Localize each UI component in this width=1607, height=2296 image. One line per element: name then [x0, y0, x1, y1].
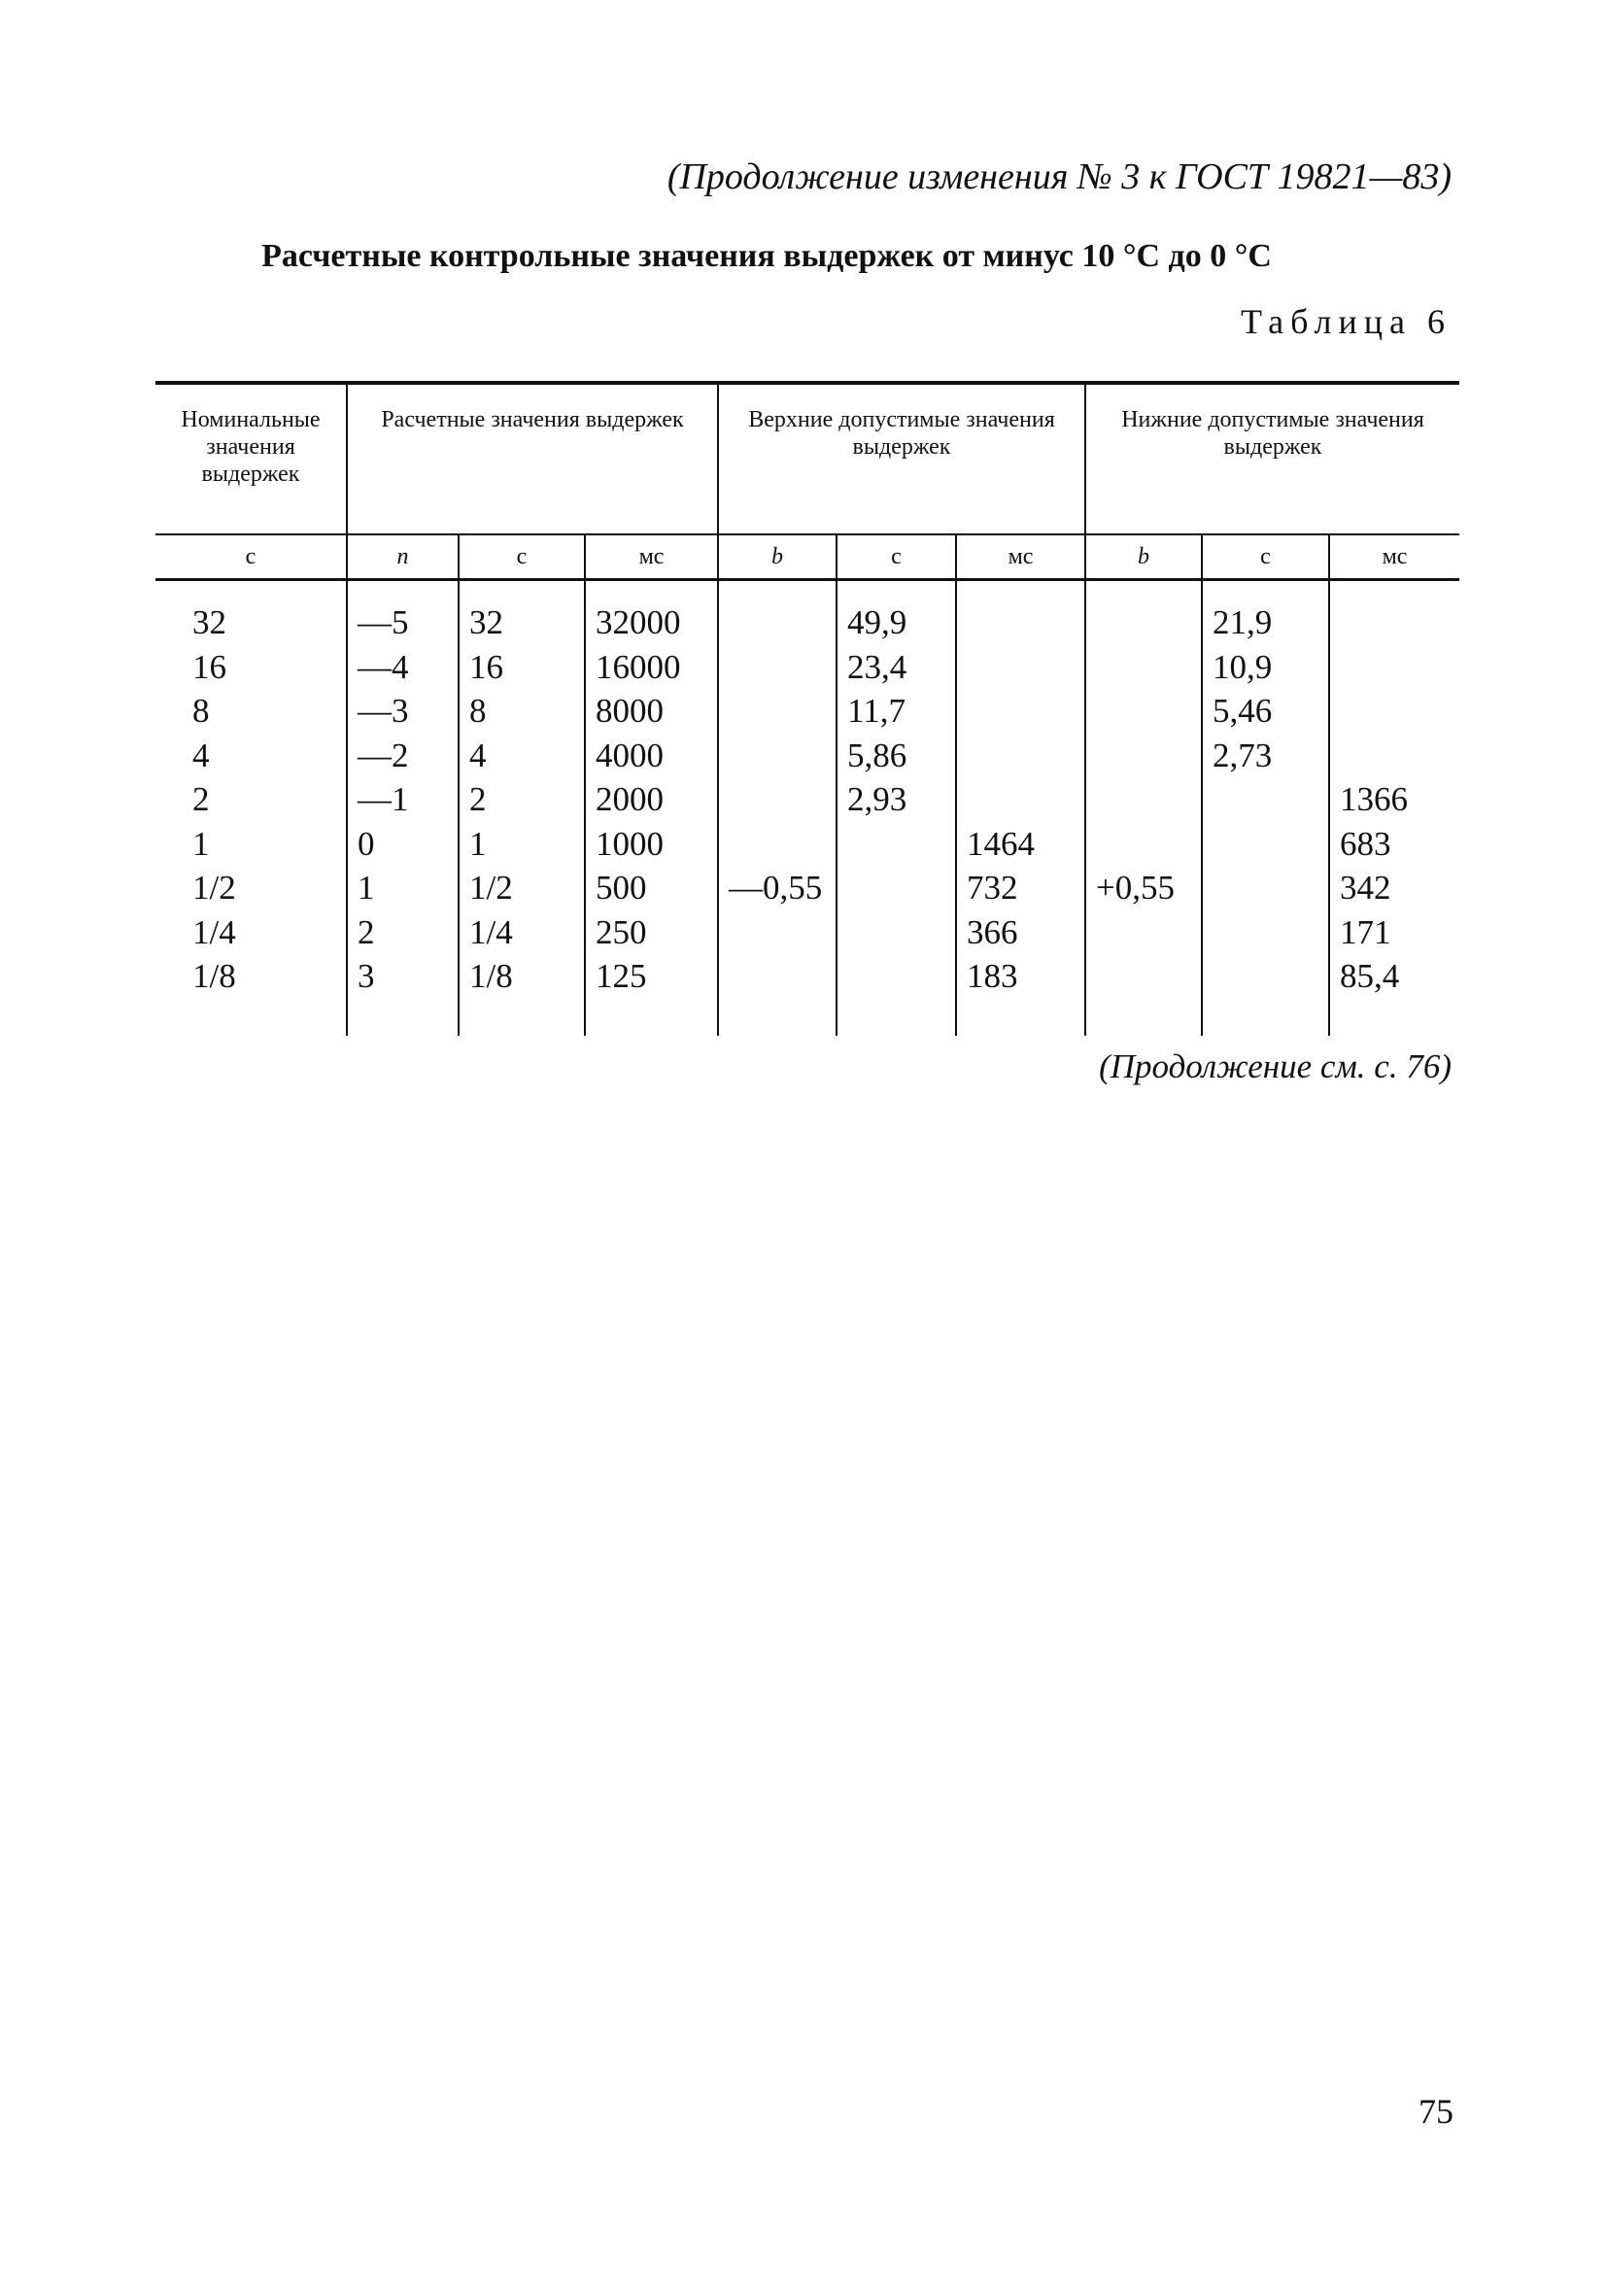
table-row — [155, 645, 1459, 690]
unit-header: с — [1202, 534, 1329, 580]
table-cell: 32000 — [585, 600, 718, 645]
table-cell — [956, 689, 1085, 734]
unit-header: с — [155, 534, 347, 580]
table-cell — [1085, 777, 1202, 822]
table-cell: 125 — [585, 954, 718, 999]
table-row — [155, 777, 1459, 822]
table-cell — [1329, 734, 1459, 778]
table-body — [155, 580, 1459, 1036]
table-cell — [718, 999, 837, 1036]
unit-header: мс — [1329, 534, 1459, 580]
table-cell: —4 — [347, 645, 459, 690]
table-cell: 10,9 — [1202, 645, 1329, 690]
table-cell — [1202, 777, 1329, 822]
table-cell — [1085, 910, 1202, 955]
table-cell: 4 — [459, 734, 585, 778]
table-cell: 4 — [192, 736, 210, 774]
table-cell: 732 — [956, 866, 1085, 910]
continuation-header: (Продолжение изменения № 3 к ГОСТ 19821—83) — [667, 156, 1452, 197]
table-cell — [1085, 600, 1202, 645]
table-cell: —0,55 — [718, 866, 837, 910]
table-cell — [956, 777, 1085, 822]
table-cell — [718, 580, 837, 601]
table-cell: 5,46 — [1202, 689, 1329, 734]
table-cell: 1464 — [956, 822, 1085, 867]
table-cell — [1202, 822, 1329, 867]
table-cell — [956, 600, 1085, 645]
table-cell: 500 — [585, 866, 718, 910]
table-cell: —3 — [347, 689, 459, 734]
table-cell — [837, 822, 956, 867]
table-cell — [1085, 999, 1202, 1036]
table-cell: 8 — [192, 692, 210, 730]
table-cell — [347, 580, 459, 601]
table-cell — [1202, 866, 1329, 910]
table-cell — [718, 777, 837, 822]
table-title-block — [0, 238, 1607, 275]
table-cell: 342 — [1329, 866, 1459, 910]
unit-header: n — [347, 534, 459, 580]
table-cell — [718, 954, 837, 999]
table-cell: 1/8 — [192, 957, 236, 995]
table-cell: 1/2 — [192, 869, 236, 907]
table-cell: 23,4 — [837, 645, 956, 690]
header-upper-limits: Верхние допустимые значения выдержек — [718, 383, 1085, 534]
table-cell — [1085, 734, 1202, 778]
table-cell: 16000 — [585, 645, 718, 690]
table-cell: 21,9 — [1202, 600, 1329, 645]
table-cell — [956, 645, 1085, 690]
table-cell — [155, 580, 347, 601]
table-cell — [1329, 645, 1459, 690]
table-cell — [837, 954, 956, 999]
table-cell — [1329, 689, 1459, 734]
table-cell — [837, 866, 956, 910]
table-cell: 85,4 — [1329, 954, 1459, 999]
table-cell — [1085, 822, 1202, 867]
table-cell — [459, 999, 585, 1036]
table-cell — [1202, 954, 1329, 999]
table-cell: 1/4 — [192, 912, 236, 951]
table-cell: 183 — [956, 954, 1085, 999]
table-cell — [718, 689, 837, 734]
table-cell: 49,9 — [837, 600, 956, 645]
table-cell — [956, 999, 1085, 1036]
table-cell: 2 — [459, 777, 585, 822]
table-cell — [1085, 580, 1202, 601]
table-row — [155, 954, 1459, 999]
table-cell: 0 — [347, 822, 459, 867]
table-cell — [1329, 600, 1459, 645]
table-cell: 250 — [585, 910, 718, 955]
table-cell: 1/2 — [459, 866, 585, 910]
table-cell: 3 — [347, 954, 459, 999]
table-cell: 5,86 — [837, 734, 956, 778]
table-cell — [1202, 910, 1329, 955]
table-cell: +0,55 — [1085, 866, 1202, 910]
table-cell: —1 — [347, 777, 459, 822]
table-cell — [1085, 645, 1202, 690]
unit-header: b — [1085, 534, 1202, 580]
table-row — [155, 689, 1459, 734]
table-cell: 366 — [956, 910, 1085, 955]
table-number-label: Таблица 6 — [1241, 302, 1452, 341]
table-spacer-row — [155, 999, 1459, 1036]
table-cell: 4000 — [585, 734, 718, 778]
table-cell — [837, 580, 956, 601]
table-cell: 2000 — [585, 777, 718, 822]
table-cell — [956, 734, 1085, 778]
table-cell: 683 — [1329, 822, 1459, 867]
table-cell — [1085, 689, 1202, 734]
unit-header: с — [459, 534, 585, 580]
table-cell: 32 — [192, 603, 226, 641]
table-cell — [1202, 580, 1329, 601]
table-row — [155, 822, 1459, 867]
table-cell: —2 — [347, 734, 459, 778]
table-cell: 2 — [347, 910, 459, 955]
unit-header: b — [718, 534, 837, 580]
exposure-values-table — [155, 381, 1459, 1036]
table-row — [155, 910, 1459, 955]
table-cell: 171 — [1329, 910, 1459, 955]
table-cell: 8 — [459, 689, 585, 734]
table-cell: 1 — [347, 866, 459, 910]
header-lower-limits: Нижние допустимые значения выдержек — [1085, 383, 1459, 534]
table-cell: 1/4 — [459, 910, 585, 955]
table-cell — [1085, 954, 1202, 999]
header-nominal-values: Номинальные значения выдержек — [155, 383, 347, 534]
table-cell — [837, 910, 956, 955]
table-cell: 1366 — [1329, 777, 1459, 822]
table-cell: 1 — [459, 822, 585, 867]
table-spacer-row — [155, 580, 1459, 601]
table-cell — [1329, 580, 1459, 601]
table-cell — [459, 580, 585, 601]
table-cell — [1202, 999, 1329, 1036]
table-cell — [1329, 999, 1459, 1036]
table-cell: 2 — [192, 780, 210, 818]
table-cell: 1 — [192, 824, 210, 863]
table-title: Расчетные контрольные значения выдержек от минус 10 °С до 0 °С — [261, 238, 1272, 274]
table-cell: —5 — [347, 600, 459, 645]
table-cell: 8000 — [585, 689, 718, 734]
header-calculated-values: Расчетные значения выдержек — [347, 383, 718, 534]
continuation-footer: (Продолжение см. с. 76) — [1099, 1047, 1452, 1085]
table-cell — [718, 910, 837, 955]
table-cell: 16 — [192, 647, 226, 686]
table-cell — [718, 734, 837, 778]
table-row — [155, 600, 1459, 645]
table-cell — [956, 580, 1085, 601]
table-cell: 32 — [459, 600, 585, 645]
table-cell: 2,73 — [1202, 734, 1329, 778]
table-cell — [718, 822, 837, 867]
page-number: 75 — [1419, 2092, 1453, 2131]
table-cell — [347, 999, 459, 1036]
unit-header: с — [837, 534, 956, 580]
table-row — [155, 866, 1459, 910]
unit-header: мс — [585, 534, 718, 580]
table-cell: 16 — [459, 645, 585, 690]
table-cell: 1000 — [585, 822, 718, 867]
table-cell: 11,7 — [837, 689, 956, 734]
table-cell: 2,93 — [837, 777, 956, 822]
unit-header: мс — [956, 534, 1085, 580]
table-cell — [585, 580, 718, 601]
table-cell — [585, 999, 718, 1036]
table-cell — [718, 600, 837, 645]
table-cell — [718, 645, 837, 690]
table-cell — [837, 999, 956, 1036]
table-cell: 1/8 — [459, 954, 585, 999]
table-row — [155, 734, 1459, 778]
table-cell — [155, 999, 347, 1036]
